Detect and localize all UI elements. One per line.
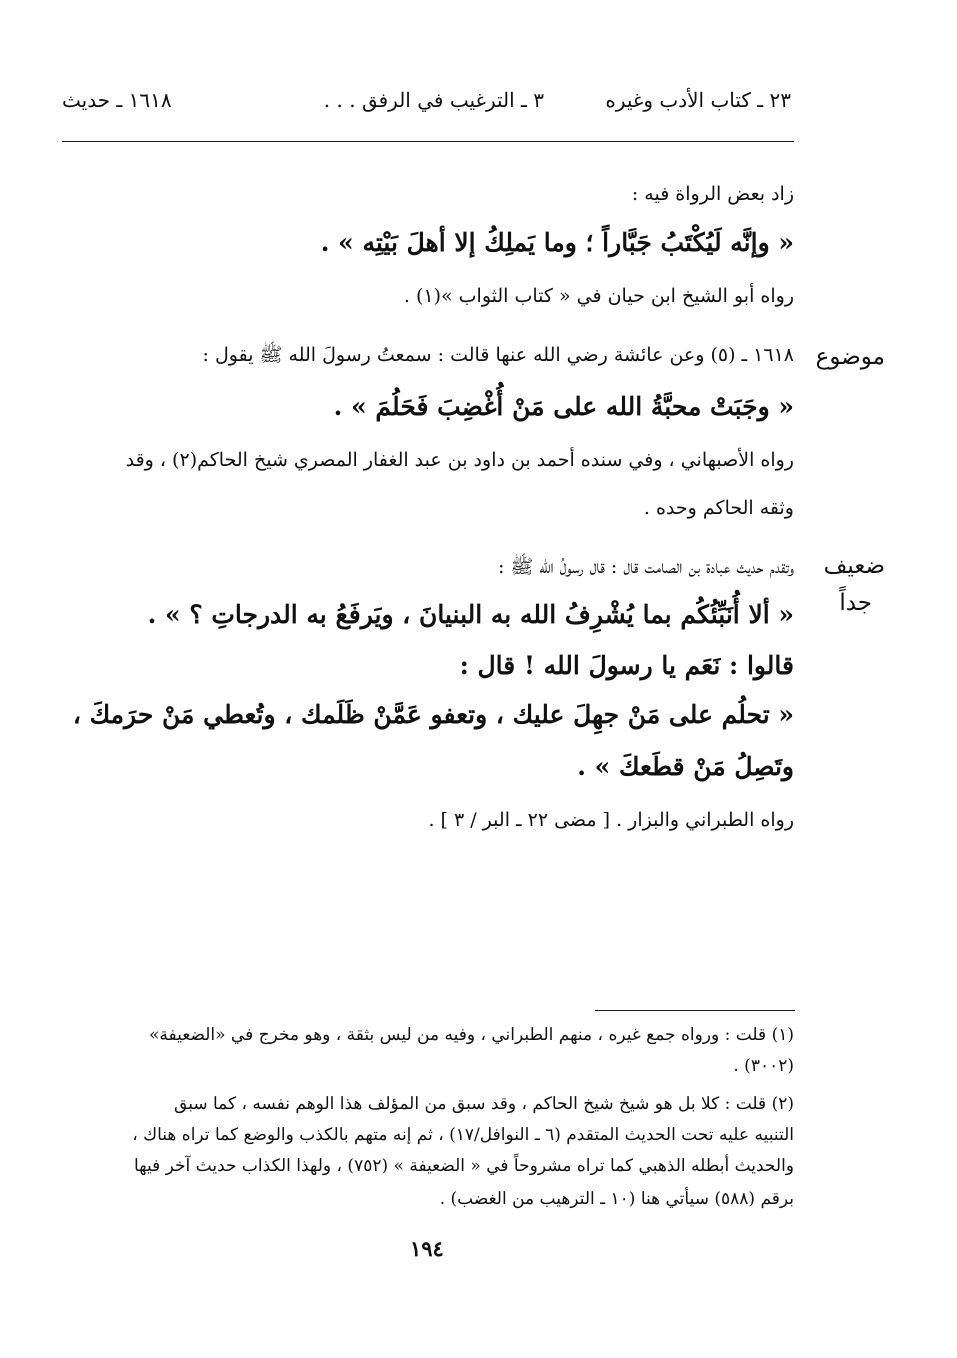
footnote-rule (595, 1010, 795, 1011)
page-number: ١٩٤ (410, 1236, 444, 1261)
running-header-center: ٣ ـ الترغيب في الرفق . . . (323, 88, 544, 112)
grading-note-daif: ضعيف (823, 553, 885, 579)
body-line-3: رواه أبو الشيخ ابن حيان في « كتاب الثواب »(١) . (403, 285, 794, 307)
header-rule (62, 141, 794, 142)
hadith-1618-heading: ١٦١٨ ـ (٥) وعن عائشة رضي الله عنها قالت : سمعتُ رسولَ الله ﷺ يقول : (202, 344, 794, 366)
running-header-left: ١٦١٨ ـ حديث (62, 88, 172, 112)
hadith-quote-4-cont: وتَصِلُ مَنْ قطَعكَ » . (577, 752, 794, 781)
body-line-13: رواه الطبراني والبزار . [ مضى ٢٢ ـ البر / ٣ ] . (428, 809, 794, 831)
body-line-6: رواه الأصبهاني ، وفي سنده أحمد بن داود بن عبد الغفار المصري شيخ الحاكم(٢) ، وقد (125, 449, 794, 471)
hadith-quote-4: « تحلُم على مَنْ جهِلَ عليك ، وتعفو عَمَّنْ ظَلَمك ، وتُعطي مَنْ حرَمكَ ، (72, 700, 794, 729)
footnote-1-line-2: (٣٠٠٢) . (733, 1056, 794, 1076)
footnote-2-line-3: والحديث أبطله الذهبي كما تراه مشروحاً في « الضعيفة » (٧٥٢) ، ولهذا الكذاب حديث آخر فيها (133, 1156, 794, 1176)
footnote-2-line-2: التنبيه عليه تحت الحديث المتقدم (٦ ـ النوافل/١٧) ، ثم إنه متهم بالكذب والوضع كما تراه هناك ، (132, 1125, 794, 1145)
hadith-quote-3: « ألا أُنَبِّئُكُم بما يُشْرِفُ الله به البنيانَ ، ويَرفَعُ به الدرجاتِ ؟ » . (147, 600, 794, 629)
footnote-1-line-1: (١) قلت : ورواه جمع غيره ، منهم الطبراني ، وفيه من ليس بثقة ، وهو مخرج في «الضعيفة» (149, 1025, 794, 1045)
body-line-10: قالوا : نَعَم يا رسولَ الله ! قال : (459, 651, 794, 680)
hadith-quote-1: « وإنَّه لَيُكْتَبُ جَبَّاراً ؛ وما يَملِكُ إلا أهلَ بَيْتِه » . (320, 228, 794, 257)
running-header-right: ٢٣ ـ كتاب الأدب وغيره (605, 88, 791, 112)
hadith-quote-2: « وجَبَتْ محبَّةُ الله على مَنْ أُغْضِبَ فَحَلُمَ » . (333, 392, 794, 421)
body-line-1: زاد بعض الرواة فيه : (631, 183, 794, 205)
footnote-2-line-1: (٢) قلت : كلا بل هو شيخ شيخ الحاكم ، وقد سبق من المؤلف هذا الوهم نفسه ، كما سبق (174, 1094, 794, 1114)
body-line-7: وثقه الحاكم وحده . (643, 497, 794, 519)
body-line-8: وتقدم حديث عبادة بن الصامت قال : قال رسولُ الله ﷺ : (497, 556, 794, 578)
footnote-2-line-4: برقم (٥٨٨) سيأتي هنا (١٠ ـ الترهيب من الغضب) . (439, 1189, 794, 1209)
grading-note-mawdu: موضوع (815, 344, 885, 370)
grading-note-jiddan: جداً (839, 590, 872, 616)
